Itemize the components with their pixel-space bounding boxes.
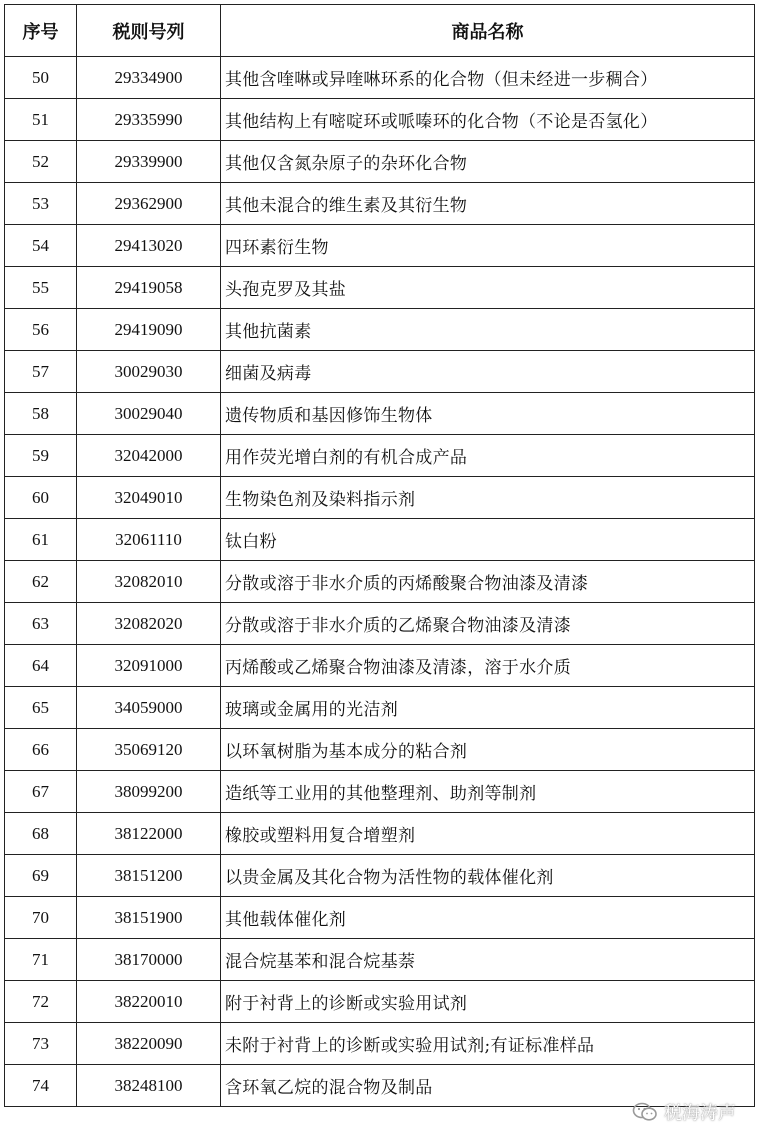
cell-product-name: 丙烯酸或乙烯聚合物油漆及清漆，溶于水介质 [221,645,755,687]
cell-tariff-code: 30029040 [77,393,221,435]
cell-product-name: 细菌及病毒 [221,351,755,393]
cell-tariff-code: 38122000 [77,813,221,855]
cell-no: 51 [5,99,77,141]
header-name: 商品名称 [221,5,755,57]
table-row [5,771,755,813]
cell-tariff-code: 38151200 [77,855,221,897]
cell-product-name: 含环氧乙烷的混合物及制品 [221,1065,755,1107]
cell-tariff-code: 38220010 [77,981,221,1023]
cell-no: 52 [5,141,77,183]
table-row [5,1065,755,1107]
cell-no: 69 [5,855,77,897]
table-row [5,267,755,309]
table-row [5,855,755,897]
cell-product-name: 以贵金属及其化合物为活性物的载体催化剂 [221,855,755,897]
cell-tariff-code: 32091000 [77,645,221,687]
table-row [5,183,755,225]
cell-tariff-code: 29419090 [77,309,221,351]
cell-no: 55 [5,267,77,309]
cell-no: 57 [5,351,77,393]
cell-tariff-code: 29334900 [77,57,221,99]
cell-product-name: 用作荧光增白剂的有机合成产品 [221,435,755,477]
cell-tariff-code: 38220090 [77,1023,221,1065]
cell-product-name: 其他含喹啉或异喹啉环系的化合物（但未经进一步稠合） [221,57,755,99]
table-row [5,645,755,687]
table-row [5,477,755,519]
cell-tariff-code: 32082010 [77,561,221,603]
cell-tariff-code: 30029030 [77,351,221,393]
table-row [5,519,755,561]
watermark-text: 税海涛声 [664,1103,736,1124]
cell-no: 50 [5,57,77,99]
table-row [5,1023,755,1065]
cell-no: 62 [5,561,77,603]
cell-no: 56 [5,309,77,351]
table-row [5,687,755,729]
cell-no: 72 [5,981,77,1023]
cell-no: 73 [5,1023,77,1065]
cell-product-name: 其他仅含氮杂原子的杂环化合物 [221,141,755,183]
table-row [5,309,755,351]
cell-product-name: 四环素衍生物 [221,225,755,267]
cell-product-name: 分散或溶于非水介质的丙烯酸聚合物油漆及清漆 [221,561,755,603]
table-row [5,729,755,771]
cell-tariff-code: 29339900 [77,141,221,183]
cell-tariff-code: 34059000 [77,687,221,729]
cell-product-name: 造纸等工业用的其他整理剂、助剂等制剂 [221,771,755,813]
table-row [5,603,755,645]
cell-tariff-code: 29362900 [77,183,221,225]
cell-product-name: 其他结构上有嘧啶环或哌嗪环的化合物（不论是否氢化） [221,99,755,141]
header-no: 序号 [5,5,77,57]
cell-no: 65 [5,687,77,729]
cell-tariff-code: 32042000 [77,435,221,477]
cell-product-name: 橡胶或塑料用复合增塑剂 [221,813,755,855]
table-row [5,225,755,267]
cell-product-name: 以环氧树脂为基本成分的粘合剂 [221,729,755,771]
cell-tariff-code: 35069120 [77,729,221,771]
cell-product-name: 头孢克罗及其盐 [221,267,755,309]
cell-no: 61 [5,519,77,561]
cell-no: 66 [5,729,77,771]
cell-product-name: 遗传物质和基因修饰生物体 [221,393,755,435]
table-row [5,99,755,141]
table-body [5,57,755,1107]
cell-product-name: 附于衬背上的诊断或实验用试剂 [221,981,755,1023]
table-row [5,57,755,99]
table-row [5,939,755,981]
cell-product-name: 其他未混合的维生素及其衍生物 [221,183,755,225]
cell-tariff-code: 32049010 [77,477,221,519]
cell-no: 71 [5,939,77,981]
table-row [5,561,755,603]
table-row [5,351,755,393]
cell-no: 54 [5,225,77,267]
cell-product-name: 玻璃或金属用的光洁剂 [221,687,755,729]
cell-product-name: 其他载体催化剂 [221,897,755,939]
table-row [5,897,755,939]
cell-no: 68 [5,813,77,855]
cell-tariff-code: 38248100 [77,1065,221,1107]
cell-no: 53 [5,183,77,225]
table-row [5,435,755,477]
cell-tariff-code: 38170000 [77,939,221,981]
cell-tariff-code: 32082020 [77,603,221,645]
cell-product-name: 钛白粉 [221,519,755,561]
table-row [5,141,755,183]
cell-no: 58 [5,393,77,435]
cell-product-name: 未附于衬背上的诊断或实验用试剂;有证标准样品 [221,1023,755,1065]
cell-tariff-code: 38151900 [77,897,221,939]
cell-tariff-code: 29413020 [77,225,221,267]
cell-no: 63 [5,603,77,645]
cell-product-name: 生物染色剂及染料指示剂 [221,477,755,519]
cell-product-name: 混合烷基苯和混合烷基萘 [221,939,755,981]
header-row [5,5,755,57]
cell-no: 60 [5,477,77,519]
table-row [5,393,755,435]
cell-no: 74 [5,1065,77,1107]
commodity-table [4,4,755,1107]
cell-product-name: 分散或溶于非水介质的乙烯聚合物油漆及清漆 [221,603,755,645]
header-code: 税则号列 [77,5,221,57]
cell-tariff-code: 32061110 [77,519,221,561]
cell-tariff-code: 29335990 [77,99,221,141]
cell-tariff-code: 29419058 [77,267,221,309]
table-header [5,5,755,57]
table-row [5,981,755,1023]
table-row [5,813,755,855]
cell-no: 67 [5,771,77,813]
cell-no: 59 [5,435,77,477]
cell-tariff-code: 38099200 [77,771,221,813]
cell-no: 70 [5,897,77,939]
cell-no: 64 [5,645,77,687]
cell-product-name: 其他抗菌素 [221,309,755,351]
